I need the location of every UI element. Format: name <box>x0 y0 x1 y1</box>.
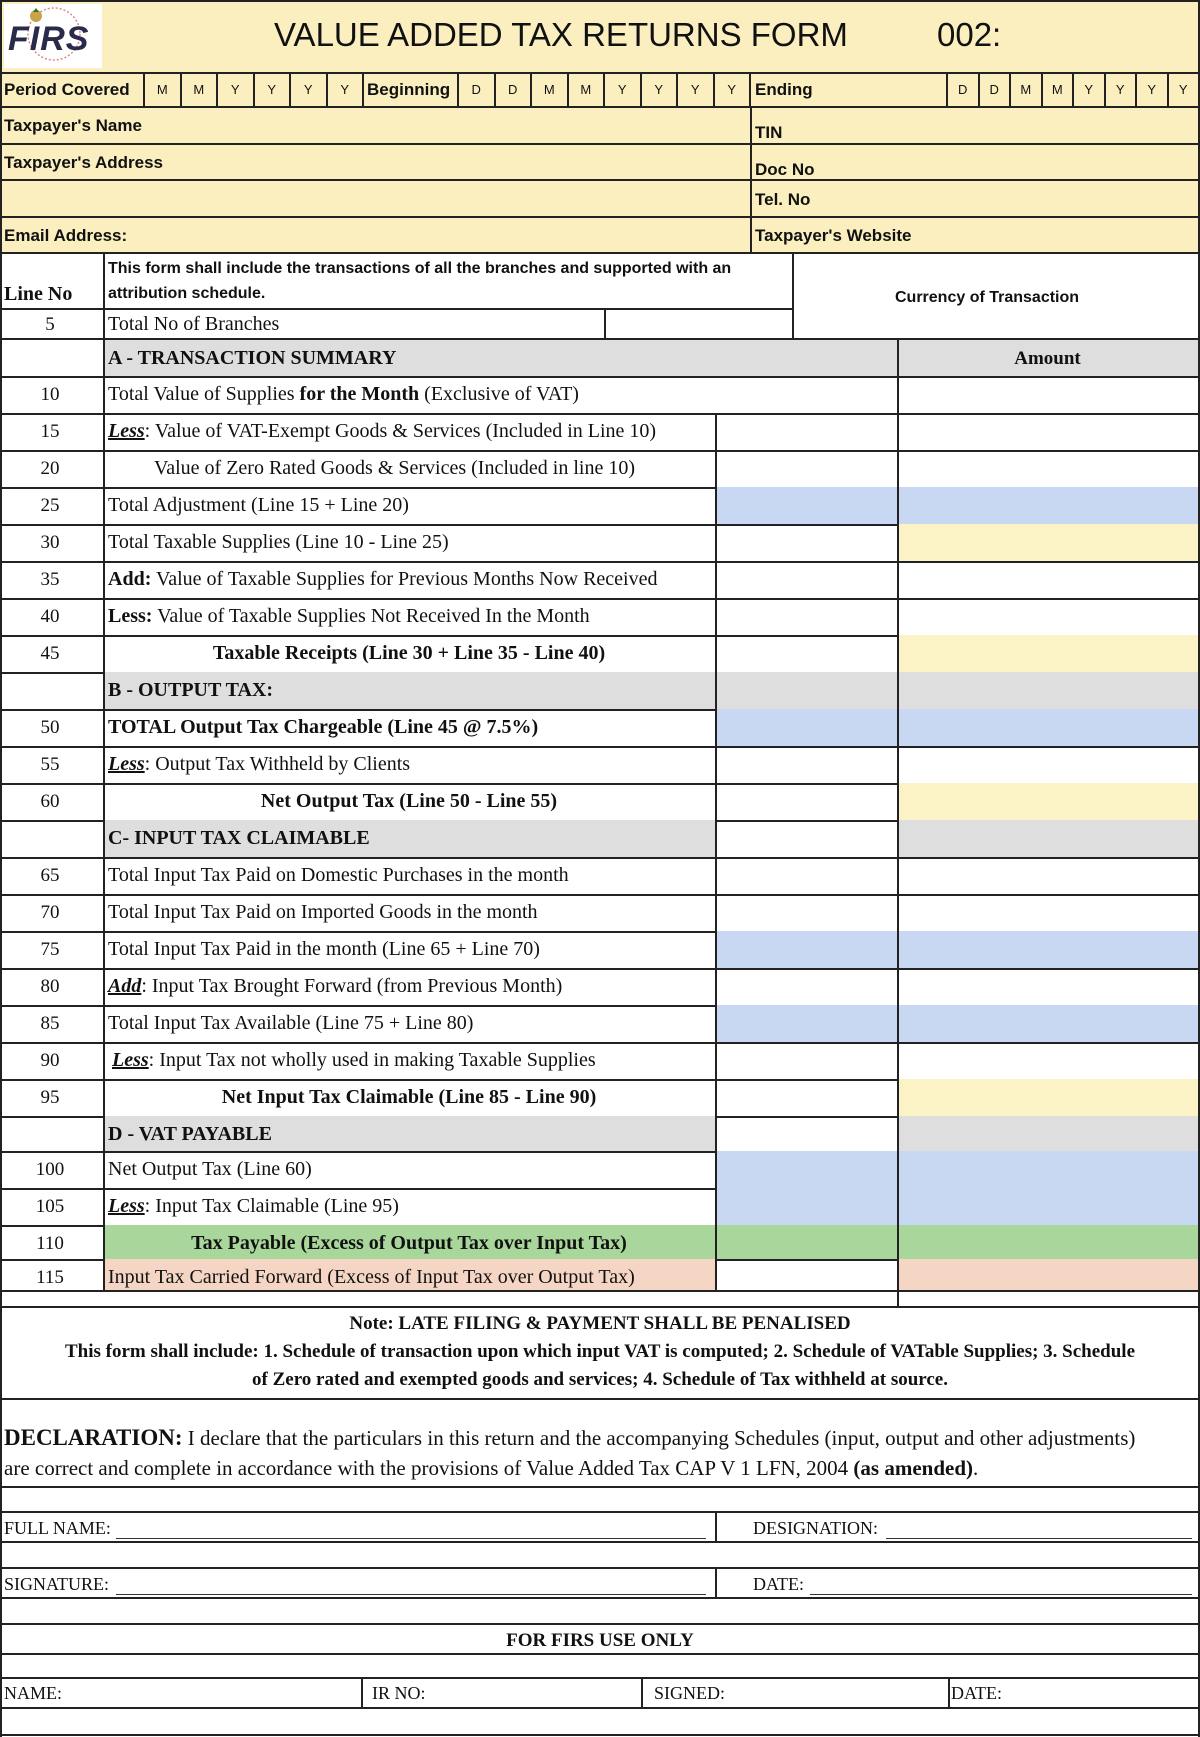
beginning-box[interactable] <box>676 74 713 106</box>
amount-cell[interactable] <box>897 561 1198 598</box>
amount-cell[interactable] <box>897 413 1198 450</box>
section-amount-cell <box>897 820 1198 857</box>
amount-cell[interactable] <box>897 894 1198 931</box>
line-number: 100 <box>35 1159 65 1180</box>
section-amount-cell <box>897 1116 1198 1151</box>
line-qualifier: Less <box>108 1195 145 1217</box>
firs-signed-input[interactable] <box>730 1681 940 1703</box>
declaration-line-1: I declare that the particulars in this return and the accompanying Schedules (input, output and other adjustments) <box>182 1426 1136 1450</box>
currency-label: Currency of Transaction <box>895 289 1080 306</box>
line-text: : Value of VAT-Exempt Goods & Services (Included in Line 10) <box>144 420 657 442</box>
mid-cell[interactable] <box>715 450 897 487</box>
ending-box-hint: M <box>1020 82 1032 97</box>
line-text: : Output Tax Withheld by Clients <box>144 753 411 775</box>
line-text: Tax Payable (Excess of Output Tax over Input Tax) <box>191 1232 627 1254</box>
ending-box[interactable] <box>1072 74 1104 106</box>
line-number: 70 <box>40 902 60 923</box>
beginning-box[interactable] <box>457 74 494 106</box>
declaration-text <box>4 1425 1135 1451</box>
mid-cell[interactable] <box>715 561 897 598</box>
section-mid-cell <box>715 820 897 857</box>
period-covered-box[interactable] <box>143 74 180 106</box>
beginning-label: Beginning <box>367 80 451 99</box>
line-20-description <box>154 457 635 480</box>
section-heading: B - OUTPUT TAX: <box>108 679 274 701</box>
mid-cell[interactable] <box>715 1225 897 1259</box>
line-text: Total Input Tax Available (Line 75 + Line 80) <box>108 1012 474 1034</box>
line-text: Total Input Tax Paid on Domestic Purchases in the month <box>108 864 569 886</box>
line-30-description <box>108 531 449 554</box>
amount-header: Amount <box>1014 348 1081 369</box>
section-heading: D - VAT PAYABLE <box>108 1123 272 1145</box>
mid-cell[interactable] <box>715 746 897 783</box>
mid-cell[interactable] <box>715 1042 897 1079</box>
line-60-description <box>103 790 715 813</box>
mid-cell[interactable] <box>715 894 897 931</box>
period-covered-box-hint: M <box>156 82 168 97</box>
ending-box-hint: D <box>989 82 999 97</box>
line-text: Value of Taxable Supplies for Previous Months Now Received <box>151 568 658 590</box>
line-number: 95 <box>40 1087 60 1108</box>
amount-cell[interactable] <box>897 968 1198 1005</box>
firs-date-label: DATE: <box>951 1683 1002 1703</box>
line-80-description <box>108 975 562 998</box>
amount-cell[interactable] <box>897 931 1198 968</box>
beginning-box-hint: M <box>543 82 555 97</box>
line-qualifier: Less: <box>108 605 153 627</box>
amount-cell[interactable] <box>897 857 1198 894</box>
amount-cell[interactable] <box>897 709 1198 746</box>
period-covered-box-hint: M <box>193 82 205 97</box>
mid-cell[interactable] <box>715 1079 897 1116</box>
ending-box-hint: Y <box>1084 82 1094 97</box>
full-name-input[interactable] <box>116 1516 706 1539</box>
declaration-label: DECLARATION: <box>4 1425 183 1450</box>
line-50-description <box>108 716 538 739</box>
line-number: 20 <box>40 458 60 479</box>
taxpayer-name-label: Taxpayer's Name <box>4 116 142 135</box>
mid-cell <box>715 1005 897 1042</box>
line-qualifier: Add: <box>108 568 152 590</box>
tin-label: TIN <box>755 123 783 142</box>
line-number: 25 <box>40 495 60 516</box>
taxpayer-name-input[interactable] <box>150 114 740 138</box>
declaration-amended: (as amended) <box>853 1456 974 1480</box>
firs-logo <box>4 4 102 68</box>
line-text: : Input Tax not wholly used in making Taxable Supplies <box>148 1049 596 1071</box>
line-115-description <box>108 1266 635 1289</box>
website-input[interactable] <box>920 222 1190 246</box>
mid-cell[interactable] <box>715 635 897 672</box>
line-no-header: Line No <box>4 283 73 305</box>
date-input[interactable] <box>810 1572 1192 1595</box>
ending-box[interactable] <box>978 74 1010 106</box>
line-number: 105 <box>35 1196 65 1217</box>
line-qualifier: Add <box>108 975 142 997</box>
ending-box-hint: D <box>958 82 968 97</box>
line-95-description <box>103 1086 715 1109</box>
line-number: 35 <box>40 569 60 590</box>
line-text: Total Input Tax Paid on Imported Goods in the month <box>108 901 538 923</box>
line-65-description <box>108 864 569 887</box>
amount-cell[interactable] <box>897 1079 1198 1116</box>
line-text: Net Output Tax (Line 50 - Line 55) <box>260 790 558 812</box>
mid-cell <box>715 709 897 746</box>
line-55-description <box>108 753 410 776</box>
mid-cell <box>715 1151 897 1188</box>
line-number: 60 <box>40 791 60 812</box>
line-85-description <box>108 1012 473 1035</box>
amount-cell[interactable] <box>897 746 1198 783</box>
line-35-description <box>108 568 657 591</box>
ending-label: Ending <box>755 80 813 99</box>
line-number: 40 <box>40 606 60 627</box>
taxpayer-address-line2-input[interactable] <box>6 186 740 210</box>
section-heading: A - TRANSACTION SUMMARY <box>108 347 397 369</box>
line-number: 115 <box>36 1267 64 1288</box>
line-number: 55 <box>40 754 60 775</box>
firs-ir-no-label: IR NO: <box>372 1683 426 1703</box>
mid-cell[interactable] <box>715 783 897 820</box>
beginning-box-hint: D <box>471 82 481 97</box>
line-qualifier: Less <box>108 753 145 775</box>
period-covered-box-hint: Y <box>303 82 313 97</box>
period-covered-box[interactable] <box>289 74 326 106</box>
form-title: VALUE ADDED TAX RETURNS FORM <box>274 16 848 53</box>
period-covered-box-hint: Y <box>340 82 350 97</box>
ending-box[interactable] <box>1009 74 1041 106</box>
mid-cell <box>715 1188 897 1225</box>
line-45-description <box>103 642 715 665</box>
line-text-bold: for the Month <box>299 383 420 405</box>
line-25-description <box>108 494 409 517</box>
website-label: Taxpayer's Website <box>755 226 912 245</box>
beginning-box-hint: M <box>580 82 592 97</box>
doc-no-input[interactable] <box>830 153 1190 175</box>
section-mid-cell <box>715 672 897 709</box>
amount-cell[interactable] <box>897 1259 1198 1290</box>
line-text: Total Value of Supplies <box>108 383 300 405</box>
line-number: 45 <box>40 643 60 664</box>
amount-cell[interactable] <box>897 1005 1198 1042</box>
line-100-description <box>108 1158 312 1181</box>
line-90-description <box>112 1049 596 1072</box>
declaration-line-2: are correct and complete in accordance with the provisions of Value Added Tax CAP V 1 LFN, 2004 <box>4 1456 854 1480</box>
amount-cell[interactable] <box>897 635 1198 672</box>
schedule-note-2: of Zero rated and exempted goods and services; 4. Schedule of Tax withheld at source. <box>252 1369 948 1390</box>
line-70-description <box>108 901 538 924</box>
late-filing-note: Note: LATE FILING & PAYMENT SHALL BE PENALISED <box>349 1313 851 1334</box>
line-text-end: (Exclusive of VAT) <box>419 383 579 405</box>
line-text: Input Tax Carried Forward (Excess of Input Tax over Output Tax) <box>108 1266 635 1288</box>
line-number: 80 <box>40 976 60 997</box>
full-name-label: FULL NAME: <box>4 1518 111 1538</box>
line-110-description <box>103 1232 715 1255</box>
designation-label: DESIGNATION: <box>753 1518 878 1538</box>
line-qualifier: Less <box>108 420 145 442</box>
line-number: 10 <box>40 384 60 405</box>
period-covered-box[interactable] <box>326 74 363 106</box>
email-input[interactable] <box>140 222 740 246</box>
tin-input[interactable] <box>800 118 1190 140</box>
mid-cell[interactable] <box>715 413 897 450</box>
amount-cell[interactable] <box>897 1225 1198 1259</box>
line-105-description <box>108 1195 399 1218</box>
line-text: Value of Taxable Supplies Not Received In the Month <box>152 605 590 627</box>
beginning-box[interactable] <box>494 74 531 106</box>
line-text: Total Adjustment (Line 15 + Line 20) <box>108 494 409 516</box>
line-text: Value of Zero Rated Goods & Services (Included in line 10) <box>154 457 635 479</box>
beginning-box-hint: Y <box>654 82 664 97</box>
amount-cell[interactable] <box>897 524 1198 561</box>
amount-cell[interactable] <box>897 376 1198 413</box>
line-75-description <box>108 938 540 961</box>
mid-cell[interactable] <box>715 968 897 1005</box>
beginning-box[interactable] <box>603 74 640 106</box>
branches-input[interactable] <box>610 313 786 335</box>
period-covered-box[interactable] <box>216 74 253 106</box>
ending-box-hint: M <box>1051 82 1063 97</box>
firs-name-label: NAME: <box>4 1683 62 1703</box>
email-label: Email Address: <box>4 226 128 245</box>
beginning-box-hint: Y <box>690 82 700 97</box>
amount-cell[interactable] <box>897 1151 1198 1188</box>
mid-cell <box>715 487 897 524</box>
branches-notice: This form shall include the transactions of all the branches and supported with an <box>108 260 732 277</box>
amount-cell[interactable] <box>897 598 1198 635</box>
line-15-description <box>108 420 656 443</box>
line-text: Taxable Receipts (Line 30 + Line 35 - Line 40) <box>212 642 606 664</box>
firs-date-input[interactable] <box>1010 1681 1192 1703</box>
line-text: Net Output Tax (Line 60) <box>108 1158 312 1180</box>
firs-use-title: FOR FIRS USE ONLY <box>506 1630 694 1651</box>
line-text: Total Input Tax Paid in the month (Line 65 + Line 70) <box>108 938 540 960</box>
line-number: 90 <box>40 1050 60 1071</box>
line-text: TOTAL Output Tax Chargeable (Line 45 @ 7.5%) <box>108 716 539 738</box>
beginning-box[interactable] <box>567 74 604 106</box>
mid-cell[interactable] <box>715 598 897 635</box>
line-number: 85 <box>40 1013 60 1034</box>
ending-box-hint: Y <box>1178 82 1188 97</box>
tel-no-input[interactable] <box>830 186 1190 210</box>
amount-cell[interactable] <box>897 1042 1198 1079</box>
mid-cell <box>715 931 897 968</box>
amount-cell[interactable] <box>897 487 1198 524</box>
line-text: Total Taxable Supplies (Line 10 - Line 25) <box>108 531 449 553</box>
section-amount-cell <box>897 672 1198 709</box>
signature-input[interactable] <box>116 1572 706 1595</box>
firs-signed-label: SIGNED: <box>654 1683 725 1703</box>
date-label: DATE: <box>753 1574 804 1594</box>
beginning-box-hint: D <box>508 82 518 97</box>
ending-box[interactable] <box>1167 74 1199 106</box>
mid-cell[interactable] <box>715 524 897 561</box>
form-number: 002: <box>937 16 1002 53</box>
firs-logo-text: FIRS <box>8 20 90 58</box>
schedule-note-1: This form shall include: 1. Schedule of transaction upon which input VAT is computed; 2. Schedule of VATable Supplies; 3. Schedule <box>64 1341 1136 1362</box>
line-number: 75 <box>40 939 60 960</box>
period-covered-box[interactable] <box>253 74 290 106</box>
line-text: : Input Tax Brought Forward (from Previous Month) <box>141 975 563 997</box>
line-qualifier: Less <box>112 1049 149 1071</box>
firs-ir-no-input[interactable] <box>430 1681 634 1703</box>
section-heading: C- INPUT TAX CLAIMABLE <box>108 827 370 849</box>
beginning-box-hint: Y <box>727 82 737 97</box>
ending-box[interactable] <box>1104 74 1136 106</box>
line-number: 30 <box>40 532 60 553</box>
taxpayer-address-label: Taxpayer's Address <box>4 153 164 172</box>
declaration-text-2: are correct and complete in accordance with the provisions of Value Added Tax CAP V 1 LFN, 2004 (as amended). <box>4 1456 979 1480</box>
mid-cell[interactable] <box>715 1259 897 1290</box>
signature-label: SIGNATURE: <box>4 1574 110 1594</box>
amount-cell[interactable] <box>897 783 1198 820</box>
beginning-box[interactable] <box>713 74 750 106</box>
beginning-box[interactable] <box>640 74 677 106</box>
ending-box[interactable] <box>946 74 978 106</box>
line-number: 15 <box>40 421 60 442</box>
amount-cell[interactable] <box>897 1188 1198 1225</box>
line-number: 110 <box>36 1233 64 1254</box>
line-text: Net Input Tax Claimable (Line 85 - Line 90) <box>221 1086 597 1108</box>
period-covered-box-hint: Y <box>230 82 240 97</box>
line-number: 50 <box>40 717 60 738</box>
mid-cell[interactable] <box>715 857 897 894</box>
period-covered-label: Period Covered <box>4 80 130 99</box>
line-number: 65 <box>40 865 60 886</box>
branches-label: Total No of Branches <box>108 313 280 335</box>
amount-cell[interactable] <box>897 450 1198 487</box>
taxpayer-address-input[interactable] <box>170 150 740 174</box>
line-5-number: 5 <box>45 314 55 335</box>
ending-box-hint: Y <box>1115 82 1125 97</box>
line-text: : Input Tax Claimable (Line 95) <box>144 1195 399 1217</box>
beginning-box-hint: Y <box>617 82 627 97</box>
designation-input[interactable] <box>886 1516 1192 1539</box>
tel-no-label: Tel. No <box>755 190 811 209</box>
doc-no-label: Doc No <box>755 160 815 179</box>
ending-box-hint: Y <box>1147 82 1157 97</box>
line-10-description <box>108 383 579 406</box>
period-covered-box[interactable] <box>180 74 217 106</box>
ending-box[interactable] <box>1041 74 1073 106</box>
beginning-box[interactable] <box>530 74 567 106</box>
section-mid-cell <box>715 1116 897 1151</box>
line-40-description <box>108 605 590 628</box>
firs-name-input[interactable] <box>64 1681 354 1703</box>
period-covered-box-hint: Y <box>267 82 277 97</box>
ending-box[interactable] <box>1135 74 1167 106</box>
currency-input[interactable] <box>800 310 1194 334</box>
branches-notice-2: attribution schedule. <box>108 285 266 302</box>
